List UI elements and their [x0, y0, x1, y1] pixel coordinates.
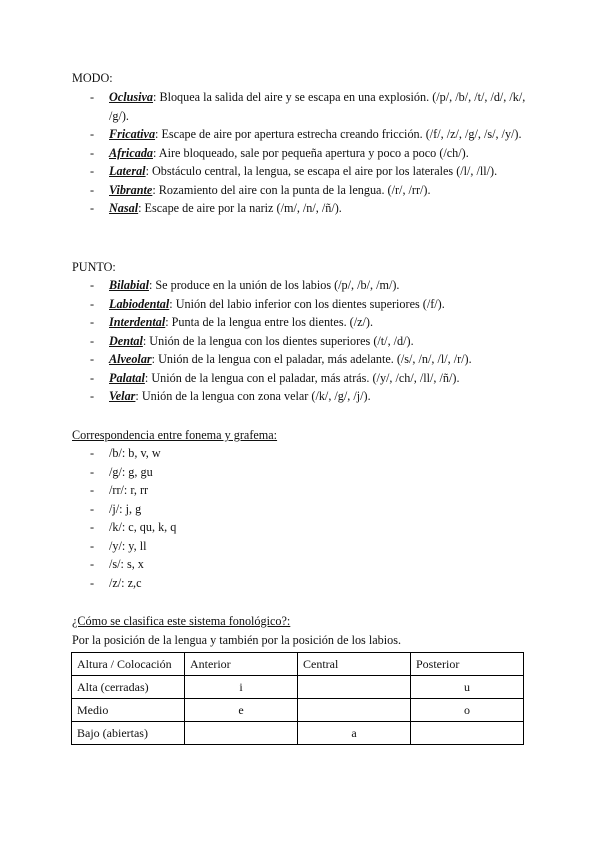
modo-item-nasal — [72, 199, 542, 218]
definition: : Se produce en la unión de los labios (/p/, /b/, /m/). — [148, 278, 400, 292]
vowel-table — [71, 652, 524, 745]
punto-item-alveolar — [72, 350, 542, 369]
table-cell: Bajo (abiertas) — [72, 722, 185, 745]
term: Palatal — [109, 370, 145, 385]
punto-heading: PUNTO: — [72, 260, 116, 274]
definition: : Rozamiento del aire con la punta de la lengua. (/r/, /rr/). — [152, 182, 431, 197]
table-row — [72, 722, 524, 745]
definition: : Aire bloqueado, sale por pequeña apertura y poco a poco (/ch/). — [153, 145, 469, 160]
clasificacion-question: ¿Cómo se clasifica este sistema fonológico?: — [72, 614, 291, 628]
definition: : Unión de la lengua con el paladar, más atrás. (/y/, /ch/, /ll/, /ñ/). — [144, 370, 460, 385]
clasificacion-answer: Por la posición de la lengua y también por la posición de los labios. — [72, 633, 401, 647]
punto-list — [72, 276, 542, 406]
table-header-cell: Central — [298, 653, 411, 676]
list-item: - /z/: z,c — [72, 574, 542, 593]
table-cell — [185, 722, 298, 745]
table-header-cell: Anterior — [185, 653, 298, 676]
table-cell — [298, 676, 411, 699]
table-cell: e — [185, 699, 298, 722]
punto-item-dental — [72, 332, 542, 351]
list-item: - /j/: j, g — [72, 500, 542, 519]
definition: : Punta de la lengua entre los dientes. (/z/). — [165, 315, 374, 329]
table-header-cell: Altura / Colocación — [72, 653, 185, 676]
term: Fricativa — [109, 127, 156, 141]
table-cell: Medio — [72, 699, 185, 722]
term: Africada — [109, 145, 154, 160]
term: Interdental — [109, 315, 166, 329]
modo-item-lateral — [72, 162, 542, 181]
definition: : Escape de aire por la nariz (/m/, /n/, /ñ/). — [138, 201, 342, 215]
term: Vibrante — [109, 182, 153, 197]
punto-item-palatal — [72, 369, 542, 388]
definition: : Unión de la lengua con el paladar, más adelante. (/s/, /n/, /l/, /r/). — [151, 352, 472, 366]
modo-item-fricativa — [72, 125, 542, 144]
list-item: - /s/: s, x — [72, 555, 542, 574]
term: Lateral — [109, 164, 146, 178]
definition: : Unión de la lengua con los dientes superiores (/t/, /d/). — [142, 333, 414, 348]
punto-item-interdental — [72, 313, 542, 332]
term: Dental — [109, 333, 143, 348]
punto-item-velar — [72, 387, 542, 406]
table-cell: u — [411, 676, 524, 699]
table-header-cell: Posterior — [411, 653, 524, 676]
table-row — [72, 699, 524, 722]
punto-item-labiodental — [72, 295, 542, 314]
modo-item-africada — [72, 144, 542, 163]
punto-item-bilabial — [72, 276, 542, 295]
table-cell: o — [411, 699, 524, 722]
term: Velar — [109, 389, 136, 403]
table-row — [72, 676, 524, 699]
table-cell — [411, 722, 524, 745]
list-item: - /b/: b, v, w — [72, 444, 542, 463]
table-header-row — [72, 653, 524, 676]
definition: : Unión de la lengua con zona velar (/k/, /g/, /j/). — [135, 389, 371, 403]
modo-heading: MODO: — [72, 71, 113, 85]
table-cell: a — [298, 722, 411, 745]
table-cell — [298, 699, 411, 722]
correspondencia-heading: Correspondencia entre fonema y grafema: — [72, 428, 278, 442]
list-item: - /g/: g, gu — [72, 463, 542, 482]
definition: : Bloquea la salida del aire y se escapa en una explosión. (/p/, /b/, /t/, /d/, /k/, /g/). — [109, 90, 526, 123]
term: Alveolar — [109, 352, 152, 366]
definition: : Escape de aire por apertura estrecha creando fricción. (/f/, /z/, /g/, /s/, /y/). — [155, 127, 522, 141]
definition: : Obstáculo central, la lengua, se escapa el aire por los laterales (/l/, /ll/). — [145, 164, 498, 178]
definition: : Unión del labio inferior con los dientes superiores (/f/). — [169, 296, 445, 311]
list-item: - /k/: c, qu, k, q — [72, 518, 542, 537]
list-item: - /y/: y, ll — [72, 537, 542, 556]
modo-list — [72, 88, 542, 218]
list-item: - /rr/: r, rr — [72, 481, 542, 500]
term: Nasal — [109, 201, 139, 215]
modo-item-oclusiva — [72, 88, 542, 125]
term: Bilabial — [109, 278, 149, 292]
modo-item-vibrante — [72, 181, 542, 200]
term: Oclusiva — [109, 90, 154, 104]
table-cell: i — [185, 676, 298, 699]
term: Labiodental — [109, 296, 170, 311]
table-cell: Alta (cerradas) — [72, 676, 185, 699]
correspondencia-list — [72, 444, 542, 592]
